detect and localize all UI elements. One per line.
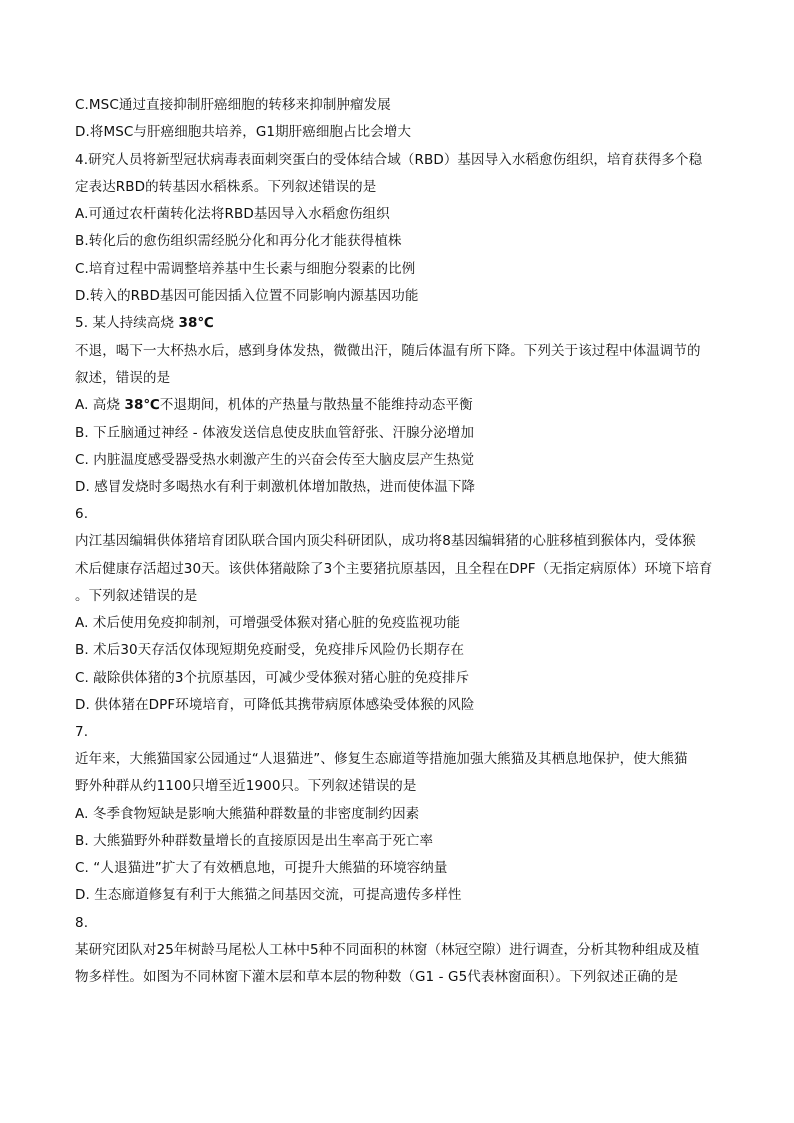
- option-d-q6: D. 供体猪在DPF环境培育，可降低其携带病原体感染受体猴的风险: [75, 697, 475, 713]
- option-b-q7: B. 大熊猫野外种群数量增长的直接原因是出生率高于死亡率: [75, 833, 434, 849]
- option-d-q4: D.转入的RBD基因可能因插入位置不同影响内源基因功能: [75, 288, 419, 304]
- option-a-q7: A. 冬季食物短缺是影响大熊猫种群数量的非密度制约因素: [75, 806, 420, 822]
- question-5-stem-line-2: 不退，喝下一大杯热水后，感到身体发热，微微出汗，随后体温有所下降。下列关于该过程中体温调节的: [75, 343, 701, 359]
- question-5-stem-line-1: 5. 某人持续高烧 38℃: [75, 315, 214, 331]
- question-6-number: 6.: [75, 506, 89, 522]
- question-8-stem-line-1: 某研究团队对25年树龄马尾松人工林中5种不同面积的林窗（林冠空隙）进行调查，分析其物种组成及植: [75, 942, 700, 958]
- question-8-number: 8.: [75, 915, 89, 931]
- option-b-q5: B. 下丘脑通过神经 - 体液发送信息使皮肤血管舒张、汗腺分泌增加: [75, 425, 475, 441]
- question-4-stem-line-2: 定表达RBD的转基因水稻株系。下列叙述错误的是: [75, 179, 377, 195]
- option-c-q4: C.培育过程中需调整培养基中生长素与细胞分裂素的比例: [75, 261, 416, 277]
- question-4-stem-line-1: 4.研究人员将新型冠状病毒表面刺突蛋白的受体结合域（RBD）基因导入水稻愈伤组织，培育获得多个稳: [75, 152, 703, 168]
- option-d-q3: D.将MSC与肝癌细胞共培养，G1期肝癌细胞占比会增大: [75, 124, 412, 140]
- option-c-q6: C. 敲除供体猪的3个抗原基因，可减少受体猴对猪心脏的免疫排斥: [75, 670, 470, 686]
- question-5-stem-line-3: 叙述，错误的是: [75, 370, 171, 386]
- option-c-q7: C. “人退猫进”扩大了有效栖息地，可提升大熊猫的环境容纳量: [75, 860, 448, 876]
- option-a-q4: A.可通过农杆菌转化法将RBD基因导入水稻愈伤组织: [75, 206, 390, 222]
- option-a-q5: A. 高烧 38℃不退期间，机体的产热量与散热量不能维持动态平衡: [75, 397, 473, 413]
- question-6-stem-line-1: 内江基因编辑供体猪培育团队联合国内顶尖科研团队，成功将8基因编辑猪的心脏移植到猴体内，受体猴: [75, 533, 696, 549]
- option-c-q5: C. 内脏温度感受器受热水刺激产生的兴奋会传至大脑皮层产生热觉: [75, 452, 475, 468]
- question-8-stem-line-2: 物多样性。如图为不同林窗下灌木层和草本层的物种数（G1 - G5代表林窗面积）。下列叙述正确的是: [75, 969, 679, 985]
- question-7-stem-line-2: 野外种群从约1100只增至近1900只。下列叙述错误的是: [75, 778, 417, 794]
- question-7-stem-line-1: 近年来，大熊猫国家公园通过“人退猫进”、修复生态廊道等措施加强大熊猫及其栖息地保护，使大熊猫: [75, 751, 688, 767]
- question-6-stem-line-2: 术后健康存活超过30天。该供体猪敲除了3个主要猪抗原基因，且全程在DPF（无指定病原体）环境下培育: [75, 561, 713, 577]
- option-d-q7: D. 生态廊道修复有利于大熊猫之间基因交流，可提高遗传多样性: [75, 887, 462, 903]
- option-c-q3: C.MSC通过直接抑制肝癌细胞的转移来抑制肿瘤发展: [75, 97, 391, 113]
- option-a-q6: A. 术后使用免疫抑制剂，可增强受体猴对猪心脏的免疫监视功能: [75, 615, 461, 631]
- option-d-q5: D. 感冒发烧时多喝热水有利于刺激机体增加散热，进而使体温下降: [75, 479, 476, 495]
- option-b-q4: B.转化后的愈伤组织需经脱分化和再分化才能获得植株: [75, 233, 402, 249]
- question-6-stem-line-3: 。下列叙述错误的是: [75, 588, 198, 604]
- option-b-q6: B. 术后30天存活仅体现短期免疫耐受，免疫排斥风险仍长期存在: [75, 642, 465, 658]
- question-7-number: 7.: [75, 724, 89, 740]
